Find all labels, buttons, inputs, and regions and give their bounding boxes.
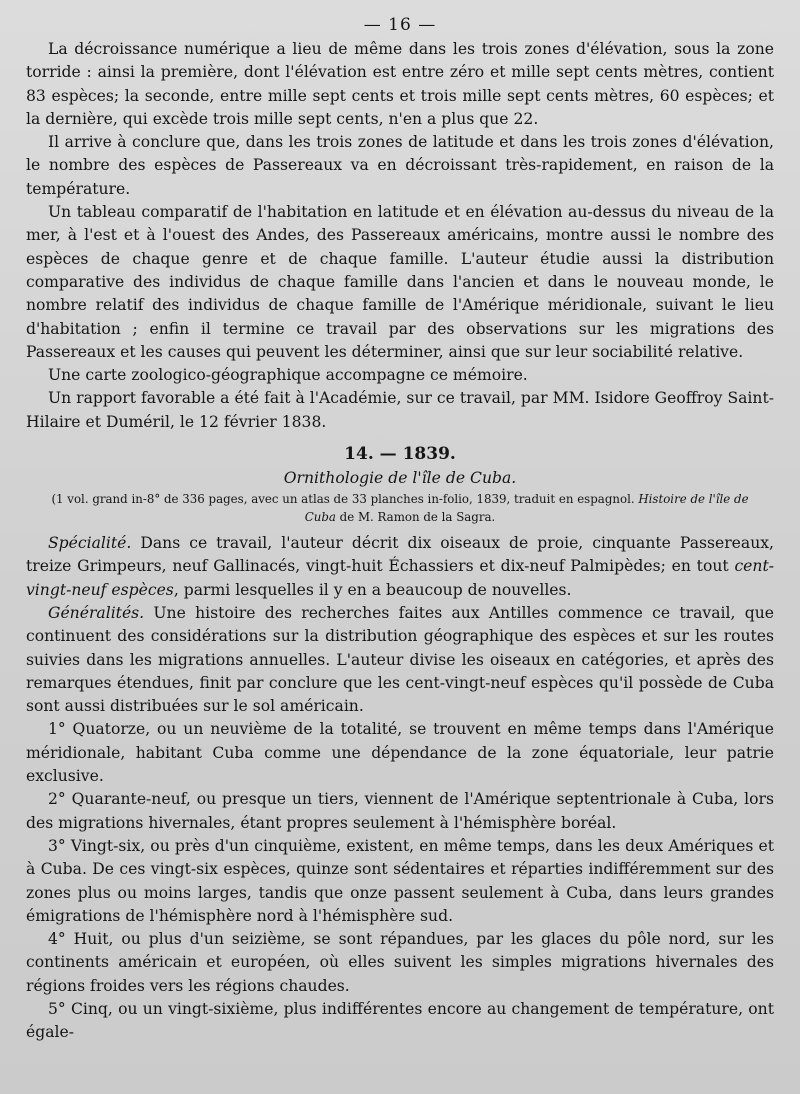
specialite-paragraph	[26, 532, 774, 602]
paragraph: La décroissance numérique a lieu de même dans les trois zones d'élévation, sous la zone torride : ainsi la première, dont l'élévation est entre zéro et mille sept cents mètres, contient 83 espèces; la seconde, entre mille sept cents et trois mille sept cents mètres, 60 espèces; et la dernière, qui excède trois mille sept cents, n'en a plus que 22.	[26, 40, 774, 128]
paragraph: Un tableau comparatif de l'habitation en latitude et en élévation au-dessus du niveau de la mer, à l'est et à l'ouest des Andes, des Passereaux américains, montre aussi le nombre des espèces de chaque genre et de chaque famille. L'auteur étudie aussi la distribution comparative des individus de chaque famille dans l'ancien et dans le nouveau monde, le nombre relatif des individus de chaque famille de l'Amérique méridionale, suivant le lieu d'habitation ; enfin il termine ce travail par des observations sur les migrations des Passereaux et les causes qui peuvent les déterminer, ainsi que sur leur sociabilité relative.	[26, 203, 774, 361]
publication-note-text: (1 vol. grand in-8° de 336 pages, avec un atlas de 33 planches in-folio, 1839, traduit en espagnol.	[51, 492, 639, 507]
numbered-paragraph: 2° Quarante-neuf, ou presque un tiers, viennent de l'Amérique septentrionale à Cuba, lors des migrations hivernales, étant propres seulement à l'hémisphère boréal.	[26, 790, 774, 832]
generalites-text: Une histoire des recherches faites aux Antilles commence ce travail, que continuent des considérations sur la distribution géographique des espèces et sur les routes suivies dans les migrations annuelles. L'auteur divise les oiseaux en catégories, et après des remarques étendues, finit par conclure que les cent-vingt-neuf espèces qu'il possède de Cuba sont aussi distribuées sur le sol américain.	[26, 603, 774, 716]
specialite-text-end: , parmi lesquelles il y en a beaucoup de nouvelles.	[173, 580, 572, 599]
paragraph: Il arrive à conclure que, dans les trois zones de latitude et dans les trois zones d'élévation, le nombre des espèces de Passereaux va en décroissant très-rapidement, en raison de la température.	[26, 133, 774, 198]
publication-note	[26, 490, 774, 526]
specialite-text: Dans ce travail, l'auteur décrit dix oiseaux de proie, cinquante Passereaux, treize Grimpeurs, neuf Gallinacés, vingt-huit Échassiers et dix-neuf Palmipèdes; en tout	[26, 534, 774, 576]
paragraph: Un rapport favorable a été fait à l'Académie, sur ce travail, par MM. Isidore Geoffroy Saint-Hilaire et Duméril, le 12 février 1838.	[26, 389, 774, 431]
publication-note-title: Histoire de l'île de Cuba	[304, 492, 749, 525]
species-count: cent-vingt-neuf espèces	[26, 557, 774, 599]
numbered-paragraph: 1° Quatorze, ou un neuvième de la totalité, se trouvent en même temps dans l'Amérique méridionale, habitant Cuba comme une dépendance de la zone équatoriale, leur patrie exclusive.	[26, 720, 774, 786]
specialite-lead: Spécialité.	[48, 534, 132, 553]
publication-note-tail: de M. Ramon de la Sagra.	[335, 510, 496, 525]
numbered-paragraph: 5° Cinq, ou un vingt-sixième, plus indifférentes encore au changement de température, ont égale-	[26, 999, 774, 1042]
numbered-paragraph: 4° Huit, ou plus d'un seizième, se sont répandues, par les glaces du pôle nord, sur les continents américain et européen, où elles suivent les simples migrations hivernales des régions froides vers les régions chaudes.	[26, 930, 774, 995]
section-heading: 14. — 1839.	[344, 444, 456, 465]
page-number: — 16 —	[363, 15, 437, 35]
paragraph: Une carte zoologico-géographique accompagne ce mémoire.	[48, 366, 528, 385]
work-title: Ornithologie de l'île de Cuba.	[283, 469, 517, 488]
numbered-paragraph: 3° Vingt-six, ou près d'un cinquième, existent, en même temps, dans les deux Amériques et à Cuba. De ces vingt-six espèces, quinze sont sédentaires et réparties indifféremment sur des zones plus ou moins larges, tandis que onze passent seulement à Cuba, dans leurs grandes émigrations de l'hémisphère nord à l'hémisphère sud.	[26, 836, 774, 925]
generalites-lead: Généralités.	[48, 603, 145, 622]
generalites-paragraph	[26, 602, 774, 718]
